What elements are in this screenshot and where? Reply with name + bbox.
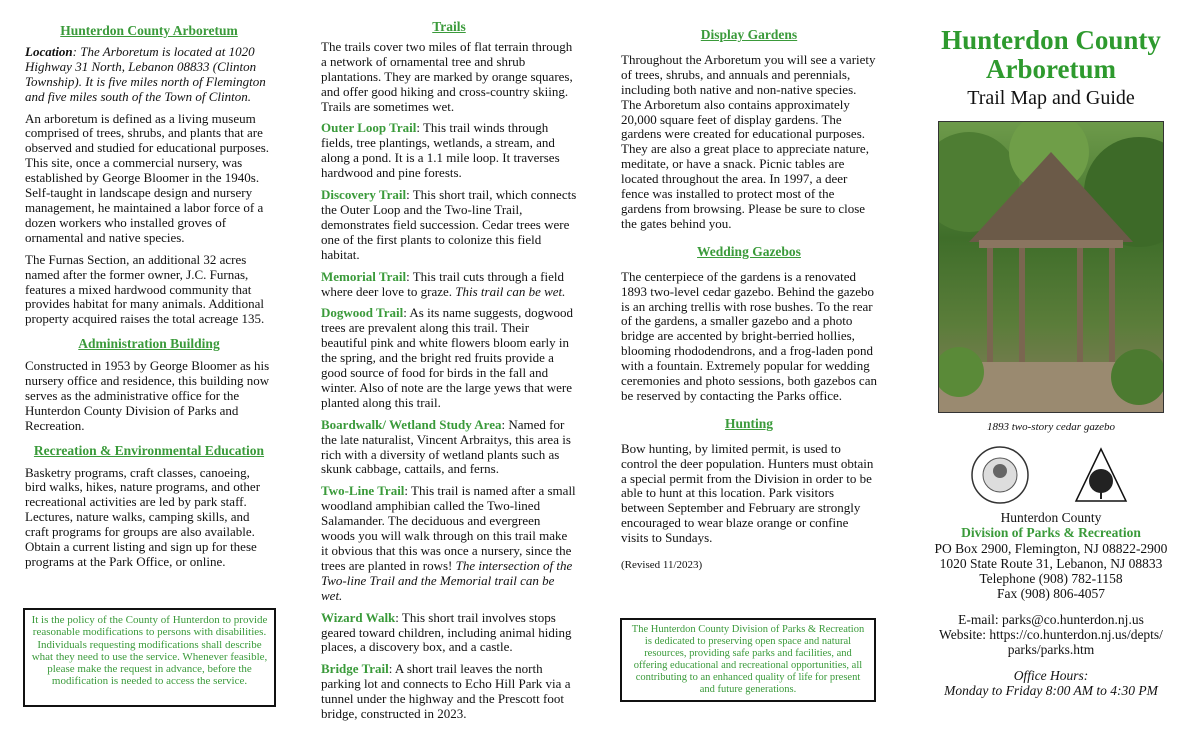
trail-description: : This trail winds through fields, tree plantings, wetlands, a stream, and along a pond. It is a 1.1 mile loop. It traverses hardwood and pine forests.: [321, 120, 560, 181]
trail-name: Wizard Walk: [321, 609, 396, 625]
trail-entry: [321, 484, 577, 603]
trail-name: Dogwood Trail: [321, 305, 404, 321]
website-link[interactable]: Website: https://co.hunterdon.nj.us/depts/ parks/parks.htm: [939, 627, 1163, 658]
recreation-text: Basketry programs, craft classes, canoeing, bird walks, hikes, nature programs, and other recreational activities are led by park staff. Lectures, nature walks, camping skills, and craft programs for groups are also available. Obtain a current listing and sign up for these programs at the Park Office, or online.: [25, 464, 261, 569]
hunting-text: Bow hunting, by limited permit, is used to control the deer population. Hunters must obtain a special permit from the Division in order to be able to hunt at this location. Park visitors between September and February are strongly encouraged to wear blaze orange or confine visits to Sundays.: [621, 440, 874, 546]
trail-name: Outer Loop Trail: [321, 120, 417, 136]
cover-title: [925, 26, 1177, 110]
administration-text: Constructed in 1953 by George Bloomer as his nursery office and residence, this building now serves as the administrative office for the Hunterdon County Division of Parks and Recreation.: [25, 358, 270, 433]
gazebo-photo: [938, 121, 1164, 413]
email-link[interactable]: E-mail: parks@co.hunterdon.nj.us: [958, 611, 1144, 627]
panel-arboretum-info: [25, 24, 273, 577]
panel-gardens: [621, 28, 877, 580]
gazebo-illustration: [939, 122, 1163, 412]
trail-name: Boardwalk/ Wetland Study Area: [321, 416, 502, 432]
trail-entry: [321, 662, 577, 722]
heading-recreation: Recreation & Environmental Education: [33, 442, 265, 458]
logos: [925, 445, 1177, 505]
trail-entry: [321, 306, 577, 410]
trail-description: : This short trail, which connects the Outer Loop and the Two-line Trail, demonstrates field succession. Cedar trees were one of the first plants to colonize this field habitat.: [321, 187, 577, 262]
trail-entry: [321, 188, 577, 263]
wedding-gazebos-text: The centerpiece of the gardens is a renovated 1893 two-level cedar gazebo. Behind the gazebo is an arching trellis with rose bushes. To the rear of the gardens, a smaller gazebo and a photo bridge are accented by bright-berried hollies, blooming rhododendrons, and a frog-laden pond with a fountain. Extremely popular for wedding ceremonies and photo sessions, both gazebos can be reserved by contacting the Parks office.: [621, 268, 877, 403]
trail-description: : Named for the late naturalist, Vincent Arbraitys, this area is rich with a diversity of wetland plants such as skunk cabbage, cattails, and ferns.: [321, 416, 571, 477]
trail-description: : This trail cuts through a field where deer love to graze.: [321, 268, 564, 299]
display-gardens-text: Throughout the Arboretum you will see a variety of trees, shrubs, and annuals and perennials, including both native and non-native species. The Arboretum also contains approximately 20,000 square feet of display gardens. The gardens were created for educational purposes. They are also a great place to appreciate nature, meditate, or have a snack. Picnic tables are located throughout the area. In 1997, a deer fence was installed to protect most of the gardens from browsing. Please be sure to close the gates behind you.: [621, 51, 876, 231]
mission-statement-box: The Hunterdon County Division of Parks & Recreation is dedicated to preserving open space and natural resources, providing safe parks and facilities, and offering educational and recreational opportunities, all contributing to an enhanced quality of life for present and future generations.: [620, 618, 876, 702]
contact-info: [925, 510, 1177, 698]
heading-wedding-gazebos: Wedding Gazebos: [697, 243, 801, 259]
fax: Fax (908) 806-4057: [997, 586, 1105, 602]
revised-date: (Revised 11/2023): [621, 559, 703, 572]
trail-name: Memorial Trail: [321, 268, 407, 284]
street-address: 1020 State Route 31, Lebanon, NJ 08833: [939, 555, 1163, 571]
mailing-address: PO Box 2900, Flemington, NJ 08822-2900: [934, 540, 1168, 556]
office-hours-label: Office Hours:: [1013, 667, 1089, 683]
office-hours: Monday to Friday 8:00 AM to 4:30 PM: [944, 682, 1158, 698]
accessibility-policy-box: It is the policy of the County of Hunterdon to provide reasonable modifications to persons with disabilities. Individuals requesting modifications shall describe what they need to use the service. Whenever feasible, please make the request in advance, before the modification is needed to access the service.: [23, 608, 276, 707]
trail-description: : This trail is named after a small woodland amphibian called the Two-lined Salamander. The deciduous and evergreen woods you will walk through on this trail make it obvious that this was once a nursery, since the trees are planted in rows!: [321, 483, 576, 573]
subtitle: Trail Map and Guide: [967, 87, 1135, 109]
trail-note: This trail can be wet.: [455, 283, 566, 299]
trail-description: : A short trail leaves the north parking lot and connects to Echo Hill Park via a tunnel under the highway and the Prescott foot bridge, constructed in 2023.: [321, 661, 571, 722]
photo-caption: 1893 two-story cedar gazebo: [986, 421, 1115, 433]
trail-name: Two-Line Trail: [321, 483, 405, 499]
trail-list: [321, 121, 577, 722]
panel-trails: [321, 20, 577, 729]
trail-entry: [321, 418, 577, 478]
heading-hunting: Hunting: [724, 415, 774, 431]
parks-tree-logo-icon: [1076, 449, 1126, 501]
heading-administration: Administration Building: [78, 336, 220, 352]
furnas-section: The Furnas Section, an additional 32 acres named after the former owner, J.C. Furnas, features a mixed hardwood community that provides habitat for many animals. Additional property acquired raises the total acreage 135.: [25, 251, 265, 327]
location-paragraph: Location: The Arboretum is located at 1020 Highway 31 North, Lebanon 08833 (Clinton Township). It is five miles north of Flemington and five miles south of the Town of Clinton.: [25, 43, 266, 104]
trail-description: : As its name suggests, dogwood trees are prevalent along this trail. Their beautiful pink and white flowers bloom early in the spring, and the bright red fruits provide a good source of food for birds in the fall and winter. Also of note are the large yews that were planted along this trail.: [321, 305, 573, 410]
title-line-1: Hunterdon County: [941, 25, 1161, 55]
arboretum-definition: An arboretum is defined as a living museum comprised of trees, shrubs, and plants that are observed and studied for educational purposes. This site, once a commercial nursery, was established by George Bloomer in the 1940s. Self-taught in landscape design and nursery management, he maintained a labor force of a dozen workers who installed groves of ornamental and native species.: [25, 110, 270, 245]
heading-display-gardens: Display Gardens: [700, 27, 798, 42]
org-name: Hunterdon County: [1000, 510, 1102, 525]
trail-entry: [321, 270, 577, 300]
county-seal-icon: [972, 447, 1028, 503]
trail-entry: [321, 121, 577, 181]
telephone: Telephone (908) 782-1158: [979, 571, 1123, 587]
trails-intro: The trails cover two miles of flat terrain through a network of ornamental tree and shrub plantations. They are marked by orange squares, and offer good hiking and cross-country skiing. Trails are sometimes wet.: [321, 38, 573, 114]
trail-entry: [321, 611, 577, 656]
heading-arboretum: Hunterdon County Arboretum: [60, 23, 238, 38]
title-line-2: Arboretum: [986, 54, 1116, 84]
trail-name: Discovery Trail: [321, 187, 407, 203]
trail-name: Bridge Trail: [321, 661, 389, 677]
division-name: Division of Parks & Recreation: [961, 525, 1141, 541]
trail-description: : This short trail involves stops geared toward children, including animal hiding places, a discovery box, and a castle.: [321, 609, 572, 655]
trail-note: The intersection of the Two-line Trail and the Memorial trail can be wet.: [321, 557, 573, 603]
heading-trails: Trails: [432, 19, 466, 34]
